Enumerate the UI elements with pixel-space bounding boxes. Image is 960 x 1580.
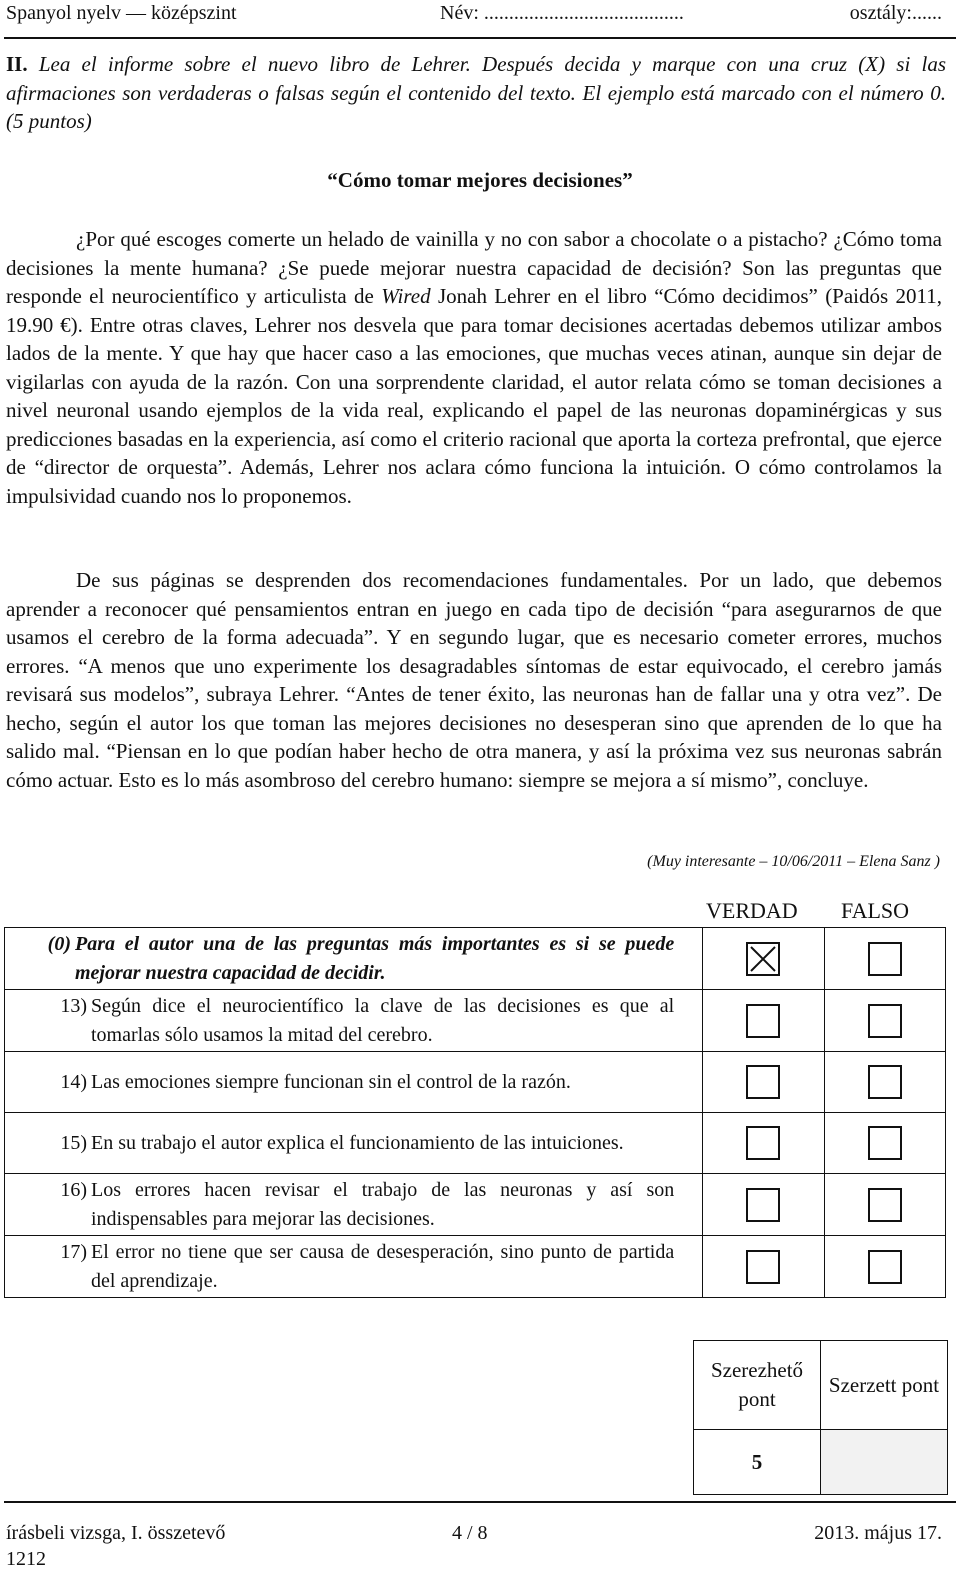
question-statement: Las emociones siempre funcionan sin el control de la razón. [91, 1070, 571, 1093]
question-row [5, 990, 946, 1052]
falso-checkbox[interactable] [868, 942, 902, 976]
task-instruction [6, 50, 946, 136]
verdad-checkbox[interactable] [746, 942, 780, 976]
footer-rule [4, 1501, 956, 1503]
question-row [5, 928, 946, 990]
question-row [5, 1052, 946, 1113]
score-max-label: Szerezhető pont [694, 1341, 821, 1430]
question-number: (0) [47, 933, 71, 955]
question-statement: El error no tiene que ser causa de desesperación, sino punto de partida del aprendizaje. [91, 1241, 675, 1292]
falso-cell [824, 1236, 945, 1298]
score-max-value: 5 [694, 1430, 821, 1495]
article-title: “Cómo tomar mejores decisiones” [327, 168, 633, 192]
header-rule [4, 37, 956, 39]
verdad-cell [703, 1174, 824, 1236]
footer-page-number: 4 / 8 [452, 1522, 488, 1544]
article-p1-text-a: ¿Por qué escoges comerte un helado de vainilla y no con sabor a chocolate o a pistacho? ¿Cómo toma decisiones la mente humana? ¿Se puede mejorar nuestra capacidad de decisión? Son las preguntas que responde el neurocientífico y articulista de [6, 227, 942, 308]
article-source: (Muy interesante – 10/06/2011 – Elena Sanz ) [647, 853, 940, 870]
question-number: 13) [60, 995, 87, 1017]
falso-checkbox[interactable] [868, 1126, 902, 1160]
question-number: 15) [60, 1131, 87, 1154]
verdad-cell [703, 1052, 824, 1113]
score-got-label: Szerzett pont [821, 1341, 948, 1430]
falso-checkbox[interactable] [868, 1188, 902, 1222]
falso-cell [824, 1052, 945, 1113]
question-number: 16) [60, 1179, 87, 1201]
question-line [15, 1129, 674, 1158]
answer-table [4, 927, 946, 1298]
falso-cell [824, 1113, 945, 1174]
cross-mark-icon [748, 944, 778, 974]
verdad-checkbox[interactable] [746, 1188, 780, 1222]
article-p1-text-b: Jonah Lehrer en el libro “Cómo decidimos” (Paidós 2011, 19.90 €). Entre otras claves, Lehrer nos desvela que para tomar decisiones acertadas debemos utilizar ambos lados de la mente. Y que hay que hacer caso a las emociones, que muchas veces atinan, aunque sin dejar de vigilarlas con ayuda de la razón. Con una sorprendente claridad, el autor relata cómo se toman decisiones a nivel neuronal usando ejemplos de la vida real, explicando el papel de las neuronas dopaminérgicas y sus predicciones basadas en la experiencia, así como el criterio racional que aporta la corteza prefrontal, que ejerce de “director de orquesta”. Además, Lehrer nos aclara cómo funciona la intuición. O cómo controlamos la impulsividad cuando nos lo proponemos. [6, 284, 942, 508]
article-p1-magazine: Wired [381, 284, 431, 308]
question-line [15, 1176, 674, 1233]
header-class-field: osztály:...... [849, 2, 942, 24]
question-statement: En su trabajo el autor explica el funcionamiento de las intuiciones. [91, 1131, 624, 1154]
falso-cell [824, 1174, 945, 1236]
question-line [15, 1068, 674, 1097]
question-text-cell [5, 1113, 703, 1174]
question-text-cell [5, 928, 703, 990]
footer-exam-code: 1212 [6, 1548, 46, 1570]
question-row [5, 1236, 946, 1298]
score-table [693, 1340, 948, 1495]
falso-checkbox[interactable] [868, 1004, 902, 1038]
verdad-cell [703, 928, 824, 990]
question-row [5, 1174, 946, 1236]
question-line [15, 930, 674, 987]
verdad-checkbox[interactable] [746, 1004, 780, 1038]
question-number: 14) [60, 1070, 87, 1093]
task-number: II. [6, 52, 28, 76]
falso-cell [824, 990, 945, 1052]
task-instruction-text: Lea el informe sobre el nuevo libro de Lehrer. Después decida y marque con una cruz (X) si las afirmaciones son verdaderas o falsas según el contenido del texto. El ejemplo está marcado con el número 0. (5 puntos) [6, 52, 947, 133]
verdad-checkbox[interactable] [746, 1065, 780, 1099]
verdad-checkbox[interactable] [746, 1250, 780, 1284]
question-statement: Para el autor una de las preguntas más importantes es si se puede mejorar nuestra capacidad de decidir. [75, 933, 675, 984]
verdad-checkbox[interactable] [746, 1126, 780, 1160]
falso-cell [824, 928, 945, 990]
verdad-cell [703, 990, 824, 1052]
question-statement: Los errores hacen revisar el trabajo de las neuronas y así son indispensables para mejorar las decisiones. [91, 1179, 675, 1230]
question-text-cell [5, 1052, 703, 1113]
question-number: 17) [60, 1241, 87, 1263]
score-got-value[interactable] [821, 1430, 948, 1495]
verdad-cell [703, 1236, 824, 1298]
article-paragraph-1 [6, 225, 942, 510]
question-text-cell [5, 1174, 703, 1236]
question-text-cell [5, 1236, 703, 1298]
falso-checkbox[interactable] [868, 1065, 902, 1099]
col-header-verdad: VERDAD [706, 898, 798, 923]
question-text-cell [5, 990, 703, 1052]
question-line [15, 992, 674, 1049]
footer-date: 2013. május 17. [814, 1522, 942, 1544]
verdad-cell [703, 1113, 824, 1174]
col-header-falso: FALSO [841, 898, 910, 923]
article-paragraph-2: De sus páginas se desprenden dos recomendaciones fundamentales. Por un lado, que debemos aprender a reconocer qué pensamientos entran en juego en cada tipo de decisión “para asegurarnos de que usamos el cerebro de la forma adecuada”. Y en segundo lugar, que es necesario cometer errores, muchos errores. “A menos que uno experimente los desagradables síntomas de estar equivocado, el cerebro jamás revisará sus modelos”, subraya Lehrer. “Antes de tener éxito, las neuronas han de fallar una y otra vez”. De hecho, según el autor los que toman las mejores decisiones no desesperan sino que aprenden de lo que ha salido mal. “Piensan en lo que podían haber hecho de otra manera, y así la próxima vez sus neuronas sabrán cómo actuar. Esto es lo más asombroso del cerebro humano: siempre se mejora a sí mismo”, concluye. [6, 568, 942, 792]
question-row [5, 1113, 946, 1174]
footer-exam-label: írásbeli vizsga, I. összetevő [6, 1522, 226, 1544]
question-line [15, 1238, 674, 1295]
falso-checkbox[interactable] [868, 1250, 902, 1284]
header-name-field: Név: ........................................ [440, 2, 684, 24]
header-subject: Spanyol nyelv — középszint [6, 2, 237, 24]
question-statement: Según dice el neurocientífico la clave de las decisiones es que al tomarlas sólo usamos la mitad del cerebro. [91, 995, 675, 1046]
